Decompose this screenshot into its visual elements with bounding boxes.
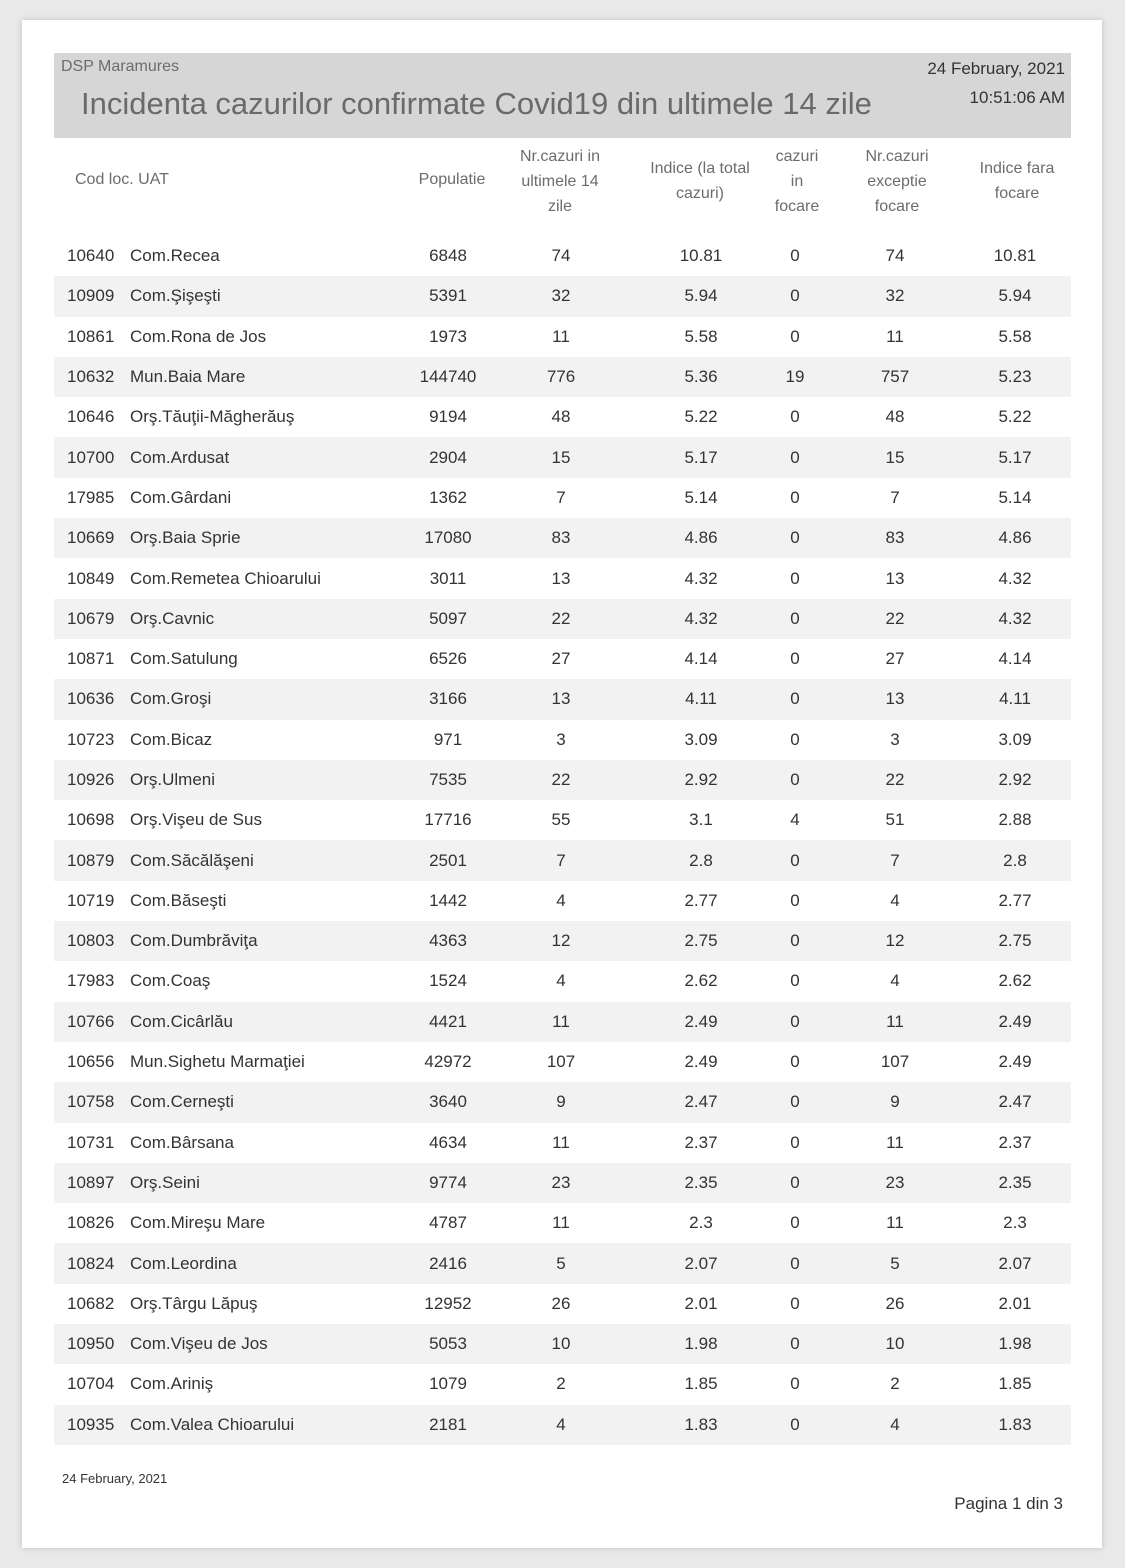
cell-populatie: 144740 <box>419 367 477 387</box>
cell-cazuri-focare: 19 <box>785 367 805 387</box>
cell-indice: 4.32 <box>684 568 718 588</box>
cell-populatie: 9194 <box>429 407 467 427</box>
cell-uat: Com.Gârdani <box>130 487 232 507</box>
table-row <box>54 478 1071 518</box>
column-header-line: cazuri <box>775 148 819 165</box>
cell-cazuri-focare: 4 <box>790 810 800 830</box>
cell-cod: 10704 <box>67 1374 115 1394</box>
cell-populatie: 6526 <box>429 649 467 669</box>
cell-populatie: 4363 <box>429 931 467 951</box>
cell-indice: 4.32 <box>684 608 718 628</box>
cell-exceptie-focare: 83 <box>885 528 905 548</box>
cell-indice-fara-focare: 2.8 <box>1003 850 1027 870</box>
cell-populatie: 5053 <box>429 1334 467 1354</box>
cell-nr-cazuri: 48 <box>551 407 571 427</box>
cell-indice: 3.09 <box>684 729 718 749</box>
table-row <box>54 1203 1071 1243</box>
cell-nr-cazuri: 2 <box>556 1374 566 1394</box>
table-row <box>54 357 1071 397</box>
cell-exceptie-focare: 10 <box>885 1334 905 1354</box>
cell-cazuri-focare: 0 <box>790 407 800 427</box>
column-header-populatie: Populatie <box>418 171 486 188</box>
cell-cod: 10926 <box>67 770 115 789</box>
cell-indice-fara-focare: 4.32 <box>998 568 1032 588</box>
cell-uat: Com.Dumbrăviţa <box>130 931 258 951</box>
table-row <box>54 599 1071 639</box>
cell-nr-cazuri: 27 <box>551 649 571 669</box>
table-row <box>54 720 1071 760</box>
cell-cod: 10879 <box>67 850 115 870</box>
cell-cod: 10698 <box>67 810 115 830</box>
table-row <box>54 518 1071 558</box>
cell-nr-cazuri: 74 <box>551 246 571 266</box>
cell-cod: 10646 <box>67 407 115 427</box>
cell-cazuri-focare: 0 <box>790 286 800 306</box>
cell-nr-cazuri: 23 <box>551 1172 571 1192</box>
table-row <box>54 881 1071 921</box>
cell-populatie: 3640 <box>429 1092 467 1112</box>
column-header-indice-fara-focare <box>962 156 1072 206</box>
cell-indice: 2.62 <box>684 971 718 991</box>
cell-populatie: 42972 <box>424 1052 472 1072</box>
cell-nr-cazuri: 9 <box>556 1092 566 1112</box>
cell-indice: 1.85 <box>684 1374 718 1394</box>
cell-indice: 2.77 <box>684 890 718 910</box>
cell-populatie: 17080 <box>424 528 472 548</box>
cell-cazuri-focare: 0 <box>790 1052 800 1072</box>
cell-indice: 4.11 <box>685 689 717 709</box>
cell-exceptie-focare: 3 <box>890 729 900 749</box>
cell-exceptie-focare: 107 <box>880 1052 910 1072</box>
report-date: 24 February, 2021 <box>927 59 1065 78</box>
cell-indice-fara-focare: 2.37 <box>998 1132 1032 1152</box>
cell-cod: 10719 <box>67 890 115 910</box>
cell-cod: 10679 <box>67 608 115 628</box>
cell-indice: 2.8 <box>689 850 713 870</box>
cell-cazuri-focare: 0 <box>790 568 800 588</box>
cell-cod: 10849 <box>67 568 115 588</box>
cell-indice-fara-focare: 1.83 <box>998 1414 1032 1434</box>
cell-uat: Com.Mireşu Mare <box>130 1213 266 1233</box>
table-row <box>54 1082 1071 1122</box>
cell-uat: Com.Coaş <box>130 971 211 991</box>
cell-uat: Orş.Ulmeni <box>130 770 216 789</box>
cell-indice: 5.94 <box>684 286 718 306</box>
cell-exceptie-focare: 11 <box>886 326 904 346</box>
cell-indice: 2.37 <box>684 1132 718 1152</box>
cell-nr-cazuri: 32 <box>551 286 571 306</box>
cell-nr-cazuri: 55 <box>551 810 571 830</box>
column-header-exceptie-focare <box>847 144 947 219</box>
cell-exceptie-focare: 5 <box>890 1253 900 1273</box>
cell-exceptie-focare: 11 <box>886 1132 904 1152</box>
cell-exceptie-focare: 22 <box>885 770 905 789</box>
report-title: Incidenta cazurilor confirmate Covid19 din ultimele 14 zile <box>81 86 872 121</box>
cell-exceptie-focare: 4 <box>890 971 900 991</box>
cell-cazuri-focare: 0 <box>790 890 800 910</box>
cell-cod: 10636 <box>67 689 115 709</box>
column-header-line: focare <box>994 185 1040 202</box>
cell-nr-cazuri: 776 <box>546 367 576 387</box>
cell-populatie: 5097 <box>429 608 467 628</box>
cell-cazuri-focare: 0 <box>790 608 800 628</box>
cell-exceptie-focare: 7 <box>890 487 900 507</box>
cell-cod: 10861 <box>67 326 115 346</box>
cell-indice-fara-focare: 5.17 <box>998 447 1032 467</box>
column-header-nr-cazuri <box>500 144 620 219</box>
cell-indice-fara-focare: 1.85 <box>998 1374 1032 1394</box>
cell-nr-cazuri: 11 <box>552 1213 570 1233</box>
cell-populatie: 7535 <box>429 770 467 789</box>
cell-cazuri-focare: 0 <box>790 1011 800 1031</box>
cell-indice-fara-focare: 2.92 <box>998 770 1032 789</box>
table-row <box>54 639 1071 679</box>
cell-uat: Orş.Cavnic <box>130 608 215 628</box>
cell-indice: 10.81 <box>679 246 723 266</box>
table-row <box>54 1042 1071 1082</box>
cell-cod: 10632 <box>67 367 115 387</box>
cell-cod: 10897 <box>67 1172 115 1192</box>
cell-indice-fara-focare: 1.98 <box>998 1334 1032 1354</box>
column-header-cod-uat: Cod loc. UAT <box>75 171 169 188</box>
cell-exceptie-focare: 23 <box>885 1172 905 1192</box>
cell-indice: 4.86 <box>684 528 718 548</box>
cell-exceptie-focare: 48 <box>885 407 905 427</box>
cell-cod: 10766 <box>67 1011 115 1031</box>
cell-uat: Com.Cicârlău <box>130 1011 233 1031</box>
cell-populatie: 1079 <box>429 1374 467 1394</box>
cell-cazuri-focare: 0 <box>790 850 800 870</box>
report-time: 10:51:06 AM <box>969 88 1065 107</box>
footer-date: 24 February, 2021 <box>62 1471 168 1486</box>
cell-exceptie-focare: 22 <box>885 608 905 628</box>
cell-uat: Com.Satulung <box>130 649 238 669</box>
cell-indice-fara-focare: 3.09 <box>998 729 1032 749</box>
cell-indice-fara-focare: 4.11 <box>999 689 1031 709</box>
cell-cod: 17985 <box>67 487 115 507</box>
column-header-line: zile <box>547 198 572 215</box>
cell-cod: 10826 <box>67 1213 115 1233</box>
cell-cod: 10669 <box>67 528 115 548</box>
cell-uat: Mun.Baia Mare <box>130 367 246 387</box>
cell-populatie: 1362 <box>429 487 467 507</box>
cell-populatie: 4634 <box>429 1132 467 1152</box>
cell-cazuri-focare: 0 <box>790 487 800 507</box>
cell-cod: 10656 <box>67 1052 115 1072</box>
table-row <box>54 800 1071 840</box>
cell-uat: Orş.Vişeu de Sus <box>130 810 262 830</box>
cell-populatie: 1524 <box>429 971 467 991</box>
cell-indice: 2.75 <box>684 931 718 951</box>
cell-indice: 5.22 <box>684 407 718 427</box>
cell-cazuri-focare: 0 <box>790 1334 800 1354</box>
table-row <box>54 921 1071 961</box>
cell-uat: Com.Săcălăşeni <box>130 850 254 870</box>
incidence-table <box>54 236 1071 1445</box>
table-row <box>54 1324 1071 1364</box>
cell-nr-cazuri: 3 <box>556 729 566 749</box>
cell-populatie: 9774 <box>429 1172 467 1192</box>
cell-populatie: 17716 <box>424 810 472 830</box>
column-header-cazuri-focare <box>762 144 832 219</box>
cell-indice-fara-focare: 2.75 <box>998 931 1032 951</box>
cell-cazuri-focare: 0 <box>790 528 800 548</box>
column-header-line: focare <box>874 198 920 215</box>
cell-uat: Orş.Tăuţii-Măgherăuş <box>130 407 295 427</box>
cell-cazuri-focare: 0 <box>790 729 800 749</box>
table-row <box>54 1163 1071 1203</box>
cell-cazuri-focare: 0 <box>790 1374 800 1394</box>
cell-nr-cazuri: 83 <box>551 528 571 548</box>
table-row <box>54 317 1071 357</box>
cell-indice-fara-focare: 2.62 <box>998 971 1032 991</box>
cell-cod: 10640 <box>67 246 115 266</box>
cell-cazuri-focare: 0 <box>790 770 800 789</box>
cell-nr-cazuri: 13 <box>551 689 571 709</box>
cell-populatie: 2181 <box>429 1414 467 1434</box>
cell-indice: 5.17 <box>684 447 718 467</box>
organization-name: DSP Maramures <box>61 58 179 75</box>
cell-indice-fara-focare: 2.49 <box>998 1052 1032 1072</box>
table-row <box>54 1284 1071 1324</box>
cell-indice-fara-focare: 2.88 <box>998 810 1032 830</box>
cell-exceptie-focare: 4 <box>890 890 900 910</box>
cell-nr-cazuri: 22 <box>551 608 571 628</box>
column-header-line: ultimele 14 <box>521 173 599 190</box>
cell-cod: 10700 <box>67 447 115 467</box>
cell-uat: Com.Valea Chioarului <box>130 1414 295 1434</box>
column-header-line: Indice (la total <box>650 160 750 177</box>
cell-exceptie-focare: 13 <box>885 689 905 709</box>
cell-uat: Com.Vişeu de Jos <box>130 1334 268 1354</box>
cell-uat: Com.Groşi <box>130 689 212 709</box>
cell-nr-cazuri: 7 <box>556 850 566 870</box>
cell-uat: Com.Bârsana <box>130 1132 234 1152</box>
column-header-line: Indice fara <box>979 160 1055 177</box>
cell-indice-fara-focare: 2.01 <box>998 1293 1032 1313</box>
cell-populatie: 1973 <box>429 326 467 346</box>
cell-nr-cazuri: 5 <box>556 1253 566 1273</box>
cell-indice: 2.35 <box>684 1172 718 1192</box>
cell-nr-cazuri: 13 <box>551 568 571 588</box>
cell-cazuri-focare: 0 <box>790 649 800 669</box>
cell-indice: 2.3 <box>689 1213 713 1233</box>
cell-indice-fara-focare: 10.81 <box>993 246 1037 266</box>
cell-populatie: 3011 <box>429 568 467 588</box>
cell-indice: 2.01 <box>684 1293 718 1313</box>
cell-indice: 5.58 <box>684 326 718 346</box>
column-header-line: in <box>790 173 804 190</box>
cell-uat: Com.Remetea Chioarului <box>130 568 321 588</box>
cell-uat: Com.Leordina <box>130 1253 237 1273</box>
cell-indice: 1.98 <box>684 1334 718 1354</box>
cell-exceptie-focare: 7 <box>890 850 900 870</box>
table-row <box>54 236 1071 276</box>
cell-indice-fara-focare: 4.86 <box>998 528 1032 548</box>
cell-uat: Com.Băseşti <box>130 890 227 910</box>
cell-populatie: 2904 <box>429 447 467 467</box>
table-row <box>54 397 1071 437</box>
cell-cod: 17983 <box>67 971 115 991</box>
column-header-line: exceptie <box>867 173 927 190</box>
cell-indice-fara-focare: 5.23 <box>998 367 1032 387</box>
cell-uat: Mun.Sighetu Marmaţiei <box>130 1052 305 1072</box>
cell-indice: 5.36 <box>684 367 718 387</box>
table-row <box>54 276 1071 316</box>
cell-indice-fara-focare: 5.22 <box>998 407 1032 427</box>
cell-exceptie-focare: 11 <box>886 1011 904 1031</box>
column-header-indice <box>630 156 770 206</box>
cell-cazuri-focare: 0 <box>790 326 800 346</box>
column-header-line: focare <box>774 198 820 215</box>
cell-populatie: 2501 <box>429 850 467 870</box>
cell-exceptie-focare: 11 <box>886 1213 904 1233</box>
cell-indice-fara-focare: 2.47 <box>998 1092 1032 1112</box>
cell-cod: 10682 <box>67 1293 115 1313</box>
cell-nr-cazuri: 15 <box>551 447 571 467</box>
cell-indice: 2.49 <box>684 1011 718 1031</box>
cell-nr-cazuri: 4 <box>556 971 566 991</box>
cell-indice: 4.14 <box>684 649 718 669</box>
table-row <box>54 558 1071 598</box>
cell-populatie: 2416 <box>429 1253 467 1273</box>
cell-uat: Com.Ariniş <box>130 1374 214 1394</box>
cell-exceptie-focare: 26 <box>885 1293 905 1313</box>
cell-populatie: 3166 <box>429 689 467 709</box>
cell-cazuri-focare: 0 <box>790 447 800 467</box>
cell-cod: 10758 <box>67 1092 115 1112</box>
cell-cod: 10950 <box>67 1334 115 1354</box>
cell-cazuri-focare: 0 <box>790 1132 800 1152</box>
cell-exceptie-focare: 9 <box>890 1092 900 1112</box>
column-header-line: Nr.cazuri in <box>519 148 601 165</box>
cell-nr-cazuri: 10 <box>551 1334 571 1354</box>
page-number: Pagina 1 din 3 <box>954 1494 1063 1513</box>
cell-indice-fara-focare: 4.32 <box>998 608 1032 628</box>
cell-uat: Com.Ardusat <box>130 447 230 467</box>
cell-populatie: 5391 <box>429 286 467 306</box>
cell-indice-fara-focare: 2.49 <box>998 1011 1032 1031</box>
cell-cazuri-focare: 0 <box>790 1414 800 1434</box>
cell-exceptie-focare: 15 <box>885 447 905 467</box>
cell-cazuri-focare: 0 <box>790 1253 800 1273</box>
cell-indice: 2.47 <box>684 1092 718 1112</box>
cell-indice-fara-focare: 2.3 <box>1003 1213 1027 1233</box>
cell-indice-fara-focare: 4.14 <box>998 649 1032 669</box>
cell-cod: 10723 <box>67 729 115 749</box>
cell-indice-fara-focare: 2.77 <box>998 890 1032 910</box>
cell-indice: 2.92 <box>684 770 718 789</box>
cell-nr-cazuri: 4 <box>556 1414 566 1434</box>
table-row <box>54 1002 1071 1042</box>
cell-cazuri-focare: 0 <box>790 246 800 266</box>
cell-uat: Com.Recea <box>130 246 220 266</box>
table-row <box>54 1243 1071 1283</box>
cell-cod: 10824 <box>67 1253 115 1273</box>
cell-nr-cazuri: 22 <box>551 770 571 789</box>
cell-uat: Orş.Târgu Lăpuş <box>130 1293 258 1313</box>
cell-cod: 10909 <box>67 286 115 306</box>
cell-populatie: 6848 <box>429 246 467 266</box>
cell-uat: Orş.Seini <box>130 1172 200 1192</box>
cell-exceptie-focare: 27 <box>885 649 905 669</box>
cell-cod: 10935 <box>67 1414 115 1434</box>
cell-populatie: 12952 <box>424 1293 472 1313</box>
cell-indice: 3.1 <box>689 810 713 830</box>
cell-cazuri-focare: 0 <box>790 689 800 709</box>
cell-nr-cazuri: 4 <box>556 890 566 910</box>
column-header-line: cazuri) <box>675 185 724 202</box>
cell-uat: Com.Şişeşti <box>130 286 221 306</box>
report-page <box>22 20 1102 1548</box>
cell-populatie: 971 <box>433 729 463 749</box>
report-header <box>54 53 1071 138</box>
cell-populatie: 4787 <box>429 1213 467 1233</box>
cell-cazuri-focare: 0 <box>790 1293 800 1313</box>
cell-exceptie-focare: 12 <box>885 931 905 951</box>
table-row <box>54 437 1071 477</box>
cell-exceptie-focare: 51 <box>885 810 905 830</box>
cell-cazuri-focare: 0 <box>790 1172 800 1192</box>
cell-exceptie-focare: 74 <box>885 246 905 266</box>
table-row <box>54 679 1071 719</box>
table-row <box>54 961 1071 1001</box>
table-row <box>54 840 1071 880</box>
cell-exceptie-focare: 13 <box>885 568 905 588</box>
cell-nr-cazuri: 26 <box>551 1293 571 1313</box>
cell-uat: Com.Cerneşti <box>130 1092 234 1112</box>
cell-nr-cazuri: 11 <box>552 326 570 346</box>
column-header-line: Nr.cazuri <box>865 148 929 165</box>
cell-cazuri-focare: 0 <box>790 931 800 951</box>
table-row <box>54 1123 1071 1163</box>
table-row <box>54 760 1071 800</box>
cell-exceptie-focare: 32 <box>885 286 905 306</box>
cell-indice: 2.07 <box>684 1253 718 1273</box>
cell-cod: 10731 <box>67 1132 115 1152</box>
cell-indice: 5.14 <box>684 487 718 507</box>
cell-uat: Com.Bicaz <box>130 729 213 749</box>
table-row <box>54 1405 1071 1445</box>
cell-indice-fara-focare: 2.07 <box>998 1253 1032 1273</box>
cell-cod: 10871 <box>67 649 115 669</box>
table-row <box>54 1364 1071 1404</box>
cell-cazuri-focare: 0 <box>790 1092 800 1112</box>
cell-nr-cazuri: 11 <box>552 1132 570 1152</box>
cell-cod: 10803 <box>67 931 115 951</box>
cell-indice: 1.83 <box>684 1414 718 1434</box>
cell-indice-fara-focare: 5.94 <box>998 286 1032 306</box>
cell-nr-cazuri: 107 <box>546 1052 576 1072</box>
cell-exceptie-focare: 4 <box>890 1414 900 1434</box>
cell-indice-fara-focare: 5.58 <box>998 326 1032 346</box>
cell-cazuri-focare: 0 <box>790 1213 800 1233</box>
cell-indice: 2.49 <box>684 1052 718 1072</box>
cell-populatie: 4421 <box>429 1011 467 1031</box>
cell-nr-cazuri: 7 <box>556 487 566 507</box>
cell-indice-fara-focare: 2.35 <box>998 1172 1032 1192</box>
cell-uat: Orş.Baia Sprie <box>130 528 241 548</box>
cell-exceptie-focare: 2 <box>890 1374 900 1394</box>
cell-nr-cazuri: 12 <box>551 931 571 951</box>
cell-populatie: 1442 <box>429 890 467 910</box>
cell-uat: Com.Rona de Jos <box>130 326 267 346</box>
cell-nr-cazuri: 11 <box>552 1011 570 1031</box>
cell-exceptie-focare: 757 <box>880 367 910 387</box>
cell-cazuri-focare: 0 <box>790 971 800 991</box>
cell-indice-fara-focare: 5.14 <box>998 487 1032 507</box>
